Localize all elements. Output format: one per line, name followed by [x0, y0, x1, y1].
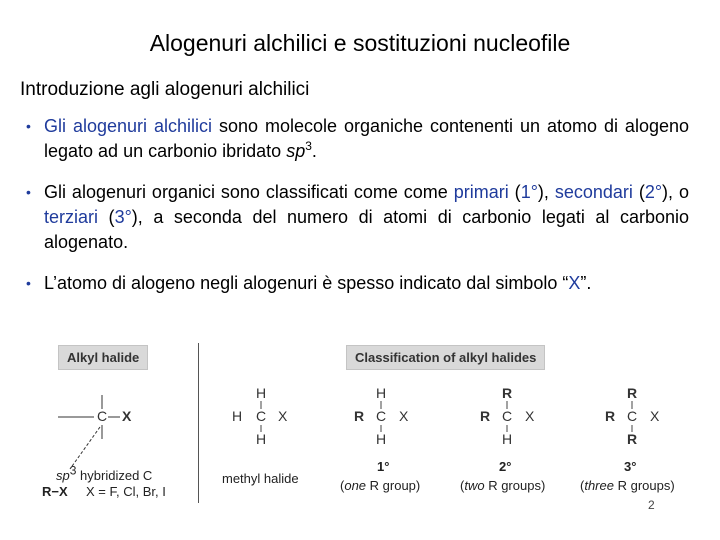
bullet2-text4: ( — [632, 182, 645, 202]
x-definition: X = F, Cl, Br, I — [86, 484, 166, 499]
bullet1-end: . — [311, 141, 317, 161]
primary-x: X — [399, 408, 409, 424]
g3-count: three — [584, 478, 614, 493]
primary-h-bottom: H — [376, 431, 387, 447]
bullet2-text5: ), o — [662, 182, 689, 202]
bond-lines — [0, 335, 720, 465]
secondary-r-top: R — [502, 385, 513, 401]
sp-prefix: sp — [56, 468, 70, 483]
primary-r: R — [354, 408, 365, 424]
secondary-groups — [460, 478, 545, 493]
term-2deg: 2° — [644, 182, 663, 202]
primary-degree: 1° — [377, 459, 390, 474]
sp3-sup: 3 — [69, 463, 77, 478]
bullet2-text1: Gli alogenuri organici sono classificati come come — [44, 182, 454, 202]
term-alkyl-halides: Gli alogenuri alchilici — [44, 116, 212, 136]
tertiary-degree: 3° — [624, 459, 637, 474]
bullet3-text1: L’atomo di alogeno negli alogenuri è spesso indicato dal simbolo “ — [44, 273, 569, 293]
page-number: 2 — [648, 498, 655, 512]
secondary-x: X — [525, 408, 535, 424]
primary-h-top: H — [376, 385, 387, 401]
term-1deg: 1° — [520, 182, 538, 202]
sp-sup: 3 — [305, 139, 312, 153]
tertiary-r-left: R — [605, 408, 616, 424]
term-x: X — [568, 273, 581, 293]
textbook-figure — [0, 335, 720, 540]
bullet-halogen-symbol — [24, 271, 689, 296]
rx-label: R−X — [42, 484, 68, 499]
bullet-alkyl-halides — [24, 114, 689, 164]
term-secondary: secondari — [554, 182, 633, 202]
g3-rest: R groups) — [613, 478, 675, 493]
bullet1-text: sono molecole organiche contenenti un atomo di alogeno legato ad un carbonio ibridato — [44, 116, 689, 161]
term-tertiary: terziari — [44, 207, 99, 227]
g1-rest: R group) — [366, 478, 421, 493]
bullet3-end: ”. — [580, 273, 592, 293]
hybrid-text: hybridized C — [80, 468, 153, 483]
slide-title: Alogenuri alchilici e sostituzioni nucleofile — [149, 30, 571, 56]
secondary-c: C — [502, 408, 513, 424]
alkyl-c: C — [97, 408, 108, 424]
methyl-h-bottom: H — [256, 431, 267, 447]
tertiary-r-bottom: R — [627, 431, 638, 447]
methyl-x: X — [278, 408, 288, 424]
sp-text: sp — [286, 141, 306, 161]
secondary-r-left: R — [480, 408, 491, 424]
g1-count: one — [344, 478, 367, 493]
g1-open: ( — [340, 478, 345, 493]
bullet2-text3: ), — [537, 182, 555, 202]
alkyl-halide-header: Alkyl halide — [58, 345, 148, 370]
methyl-halide-label: methyl halide — [222, 471, 299, 486]
bullet-list — [24, 114, 689, 296]
secondary-h-bottom: H — [502, 431, 513, 447]
slide-subtitle: Introduzione agli alogenuri alchilici — [20, 79, 310, 100]
bullet2-text6: ( — [98, 207, 115, 227]
bullet2-text7: ), a seconda del numero di atomi di carbonio legati al carbonio alogenato. — [44, 207, 690, 252]
alkyl-x: X — [122, 408, 132, 424]
bullet-classification — [24, 180, 689, 255]
methyl-c: C — [256, 408, 267, 424]
tertiary-x: X — [650, 408, 660, 424]
tertiary-r-top: R — [627, 385, 638, 401]
primary-groups — [340, 478, 420, 493]
secondary-degree: 2° — [499, 459, 512, 474]
sp3-label — [56, 463, 153, 483]
g3-open: ( — [580, 478, 585, 493]
g2-open: ( — [460, 478, 465, 493]
tertiary-groups — [580, 478, 675, 493]
g2-count: two — [464, 478, 485, 493]
tertiary-c: C — [627, 408, 638, 424]
term-primary: primari — [453, 182, 509, 202]
methyl-h-top: H — [256, 385, 267, 401]
primary-c: C — [376, 408, 387, 424]
classification-header: Classification of alkyl halides — [346, 345, 545, 370]
methyl-h-left: H — [232, 408, 243, 424]
term-3deg: 3° — [114, 207, 132, 227]
bullet2-text2: ( — [508, 182, 521, 202]
g2-rest: R groups) — [484, 478, 546, 493]
